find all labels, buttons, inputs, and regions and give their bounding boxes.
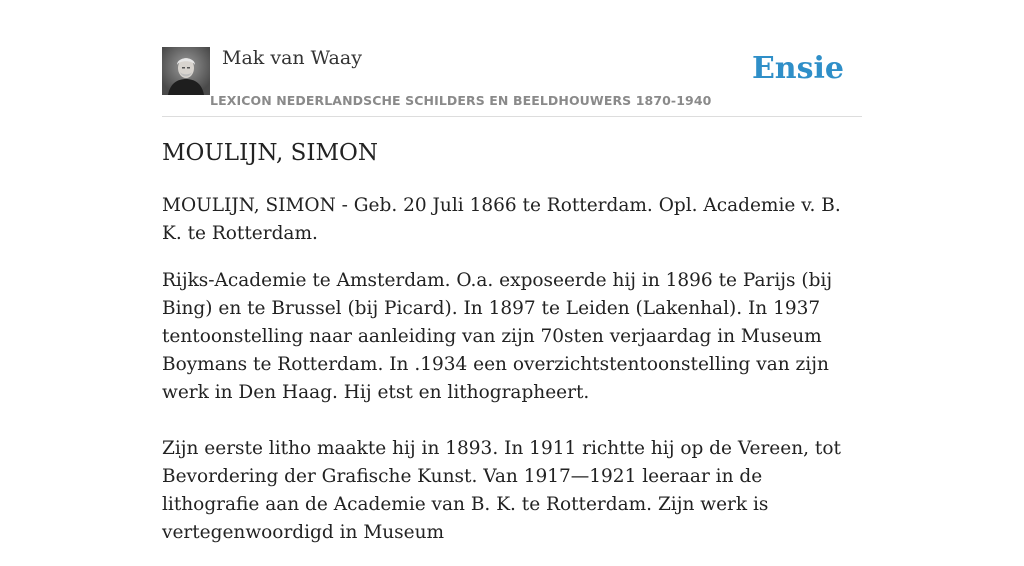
header	[162, 46, 862, 117]
article-title: MOULIJN, SIMON	[162, 140, 379, 166]
author-avatar[interactable]	[162, 47, 210, 95]
author-name[interactable]: Mak van Waay	[222, 47, 362, 69]
paragraph: Zijn eerste litho maakte hij in 1893. In 1911 richtte hij op de Vereen, tot Bevordering der Grafische Kunst. Van 1917—1921 leeraar in de lithografie aan de Academie van B. K. te Rotterdam. Zijn werk is vertegenwoordigd in Museum	[162, 438, 841, 543]
paragraph: MOULIJN, SIMON - Geb. 20 Juli 1866 te Rotterdam. Opl. Academie v. B. K. te Rotterdam.	[162, 195, 841, 244]
source-title[interactable]: LEXICON NEDERLANDSCHE SCHILDERS EN BEELDHOUWERS 1870-1940	[210, 93, 712, 108]
page	[162, 0, 862, 543]
ensie-logo[interactable]: Ensie	[751, 51, 844, 86]
article-body	[162, 192, 862, 566]
paragraph: Rijks-Academie te Amsterdam. O.a. exposeerde hij in 1896 te Parijs (bij Bing) en te Brussel (bij Picard). In 1897 te Leiden (Lakenhal). In 1937 tentoonstelling naar aanleiding van zijn 70sten verjaardag in Museum Boymans te Rotterdam. In .1934 een overzichtstentoonstelling van zijn werk in Den Haag. Hij etst en lithographeert.	[162, 270, 833, 403]
portrait-icon	[162, 47, 210, 95]
